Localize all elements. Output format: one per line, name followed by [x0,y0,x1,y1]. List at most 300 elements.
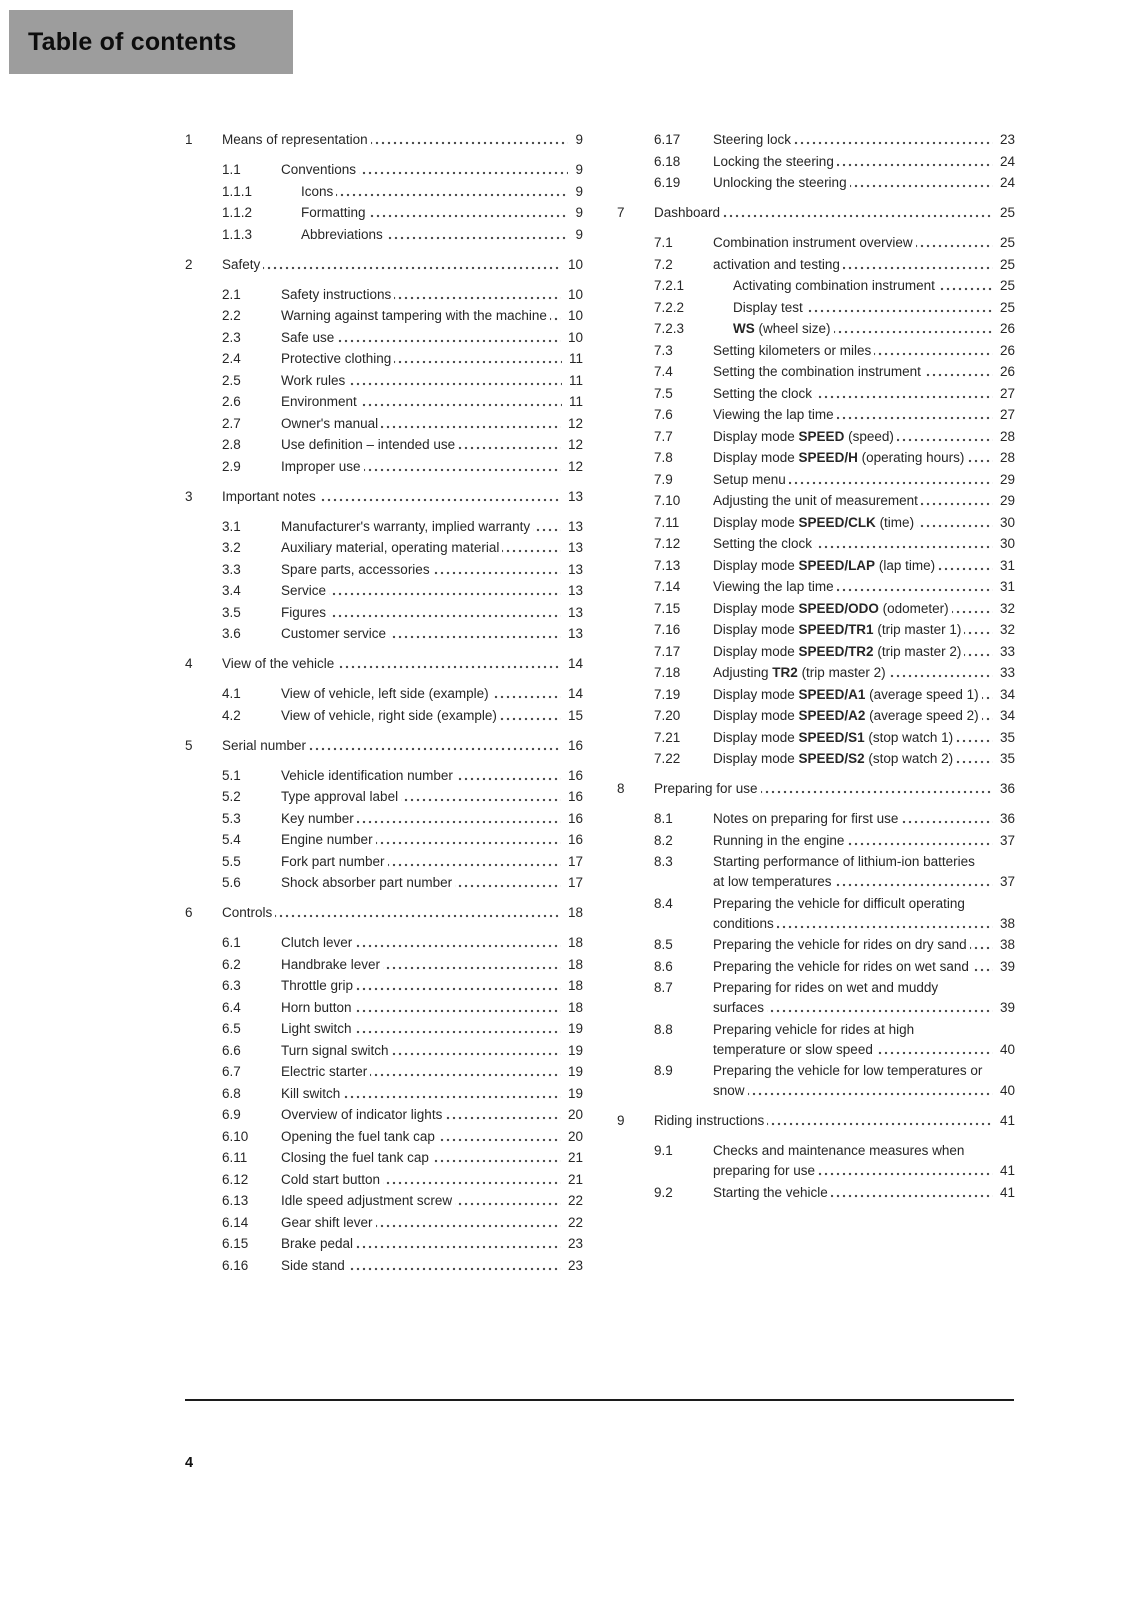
toc-entry-body [281,998,583,1018]
toc-entry-page: 25 [993,233,1015,253]
toc-entry-page: 11 [562,349,583,369]
toc-entry-page: 10 [561,255,583,275]
toc-entry[interactable] [185,581,583,601]
toc-entry[interactable] [185,1062,583,1082]
toc-entry-number: 7.2.2 [654,299,685,315]
toc-entry-number: 6.11 [222,1150,248,1165]
toc-entry-label: Preparing the vehicle for rides on dry sand [713,937,970,952]
toc-entry-page: 17 [561,852,583,872]
toc-entry-number: 7.21 [654,729,681,745]
toc-entry[interactable] [617,685,1015,705]
toc-entry-number: 5.6 [222,875,241,890]
toc-entry-page: 13 [561,517,583,537]
toc-entry[interactable] [185,736,583,756]
toc-entry[interactable] [185,998,583,1018]
toc-entry[interactable] [185,933,583,953]
toc-entry[interactable] [617,173,1015,193]
toc-entry-body [713,556,1015,576]
toc-entry-body [713,1061,1015,1101]
toc-entry-page: 15 [561,706,583,726]
toc-entry-body [281,1062,583,1082]
toc-entry-page: 35 [993,728,1015,748]
toc-entry-body [713,362,1015,382]
toc-entry-label: Controls [222,905,275,920]
toc-entry-number: 5.5 [222,853,241,869]
toc-entry-body [281,1234,583,1254]
toc-entry-page: 29 [993,470,1015,490]
toc-entry[interactable] [617,203,1015,223]
toc-entry-label: WS (wheel size) [733,321,834,336]
toc-entry-page: 27 [993,405,1015,425]
toc-entry-page: 25 [993,255,1015,275]
toc-entry-number: 7.12 [654,536,681,551]
toc-entry[interactable] [617,852,1015,892]
toc-entry[interactable] [185,852,583,872]
toc-entry-number: 5.1 [222,767,241,783]
toc-entry-label: Preparing vehicle for rides at high temperature or slow speed [713,1021,915,1057]
toc-entry-body [281,1148,583,1168]
toc-entry-label: Viewing the lap time [713,407,837,422]
toc-entry-body [713,957,1015,977]
toc-entry-label: Display mode SPEED/H (operating hours) [713,450,967,465]
toc-entry-body [713,470,1015,490]
toc-entry[interactable] [617,513,1015,533]
toc-entry-number: 8.8 [654,1021,673,1037]
toc-entry[interactable] [617,362,1015,382]
toc-entry-number: 2.7 [222,415,241,431]
toc-entry[interactable] [617,1020,1015,1060]
toc-entry[interactable] [185,684,583,704]
toc-entry[interactable] [617,233,1015,253]
toc-entry[interactable] [617,779,1015,799]
toc-entry-body [281,1105,583,1125]
toc-entry-body [281,1213,583,1233]
toc-entry-number: 7.1 [654,235,673,250]
toc-entry-page: 12 [561,435,583,455]
toc-entry-page: 19 [561,1084,583,1104]
toc-entry-body [713,1141,1015,1181]
toc-entry-page: 13 [561,538,583,558]
toc-entry-page: 20 [561,1105,583,1125]
toc-entry[interactable] [185,487,583,507]
toc-entry[interactable] [617,405,1015,425]
toc-entry-number: 8.1 [654,811,673,826]
toc-entry-page: 36 [993,809,1015,829]
toc-entry[interactable] [185,654,583,674]
toc-entry[interactable] [617,706,1015,726]
toc-entry-page: 34 [993,706,1015,726]
toc-entry-number: 2.4 [222,351,241,366]
toc-entry-body [733,298,1015,318]
toc-entry[interactable] [617,809,1015,829]
toc-entry-number: 9.2 [654,1184,673,1200]
toc-entry-page: 37 [993,872,1015,892]
toc-entry-number: 6.17 [654,132,681,147]
toc-entry-label: View of vehicle, left side (example) [281,686,492,701]
toc-entry-page: 10 [561,306,583,326]
toc-entry-body [281,603,583,623]
toc-entry-body [222,654,583,674]
toc-entry-body [713,599,1015,619]
toc-entry-number: 1.1.2 [222,205,253,220]
toc-entry-page: 22 [561,1191,583,1211]
toc-entry[interactable] [185,1127,583,1147]
toc-entry[interactable] [185,435,583,455]
toc-entry-body [281,787,583,807]
toc-entry-number: 6.8 [222,1085,241,1101]
toc-entry[interactable] [617,298,1015,318]
toc-entry-page: 20 [561,1127,583,1147]
toc-entry-label: activation and testing [713,257,843,272]
toc-entry-page: 16 [561,787,583,807]
toc-entry[interactable] [617,1141,1015,1181]
toc-entry-body [281,976,583,996]
toc-entry[interactable] [617,577,1015,597]
toc-entry-body [281,349,583,369]
toc-entry-number: 8.6 [654,958,673,974]
toc-entry[interactable] [617,599,1015,619]
toc-entry-number: 1 [185,132,193,147]
toc-entry-label: Checks and maintenance measures when preparing for use [713,1143,965,1178]
toc-entry[interactable] [185,306,583,326]
toc-entry[interactable] [185,517,583,537]
toc-entry[interactable] [617,276,1015,296]
toc-entry-page: 9 [568,160,583,180]
toc-entry-page: 26 [993,362,1015,382]
toc-entry-label: Preparing for rides on wet and muddy surfaces [713,980,939,1015]
toc-entry-label: Notes on preparing for first use [713,811,901,826]
toc-entry-number: 3 [185,488,193,504]
toc-entry-number: 8.4 [654,895,673,911]
toc-entry[interactable] [617,556,1015,576]
toc-entry[interactable] [617,1111,1015,1131]
toc-entry[interactable] [185,766,583,786]
toc-entry[interactable] [185,903,583,923]
toc-entry-label: Work rules [281,373,348,388]
toc-entry-body [713,534,1015,554]
toc-entry-number: 7.4 [654,364,673,379]
toc-entry-page: 9 [568,182,583,202]
toc-entry-page: 13 [561,603,583,623]
toc-entry-page: 41 [993,1111,1015,1131]
toc-entry[interactable] [185,1191,583,1211]
toc-entry-number: 6.18 [654,153,681,169]
toc-entry[interactable] [617,728,1015,748]
toc-entry-label: Warning against tampering with the machine [281,308,550,323]
toc-entry[interactable] [617,130,1015,150]
toc-entry[interactable] [185,1041,583,1061]
toc-entry[interactable] [185,1084,583,1104]
toc-entry-body [281,1127,583,1147]
toc-entry-label: Setting the clock [713,386,815,401]
toc-entry[interactable] [617,935,1015,955]
toc-entry-number: 7.11 [654,514,680,530]
toc-entry-number: 5 [185,737,193,753]
toc-entry-page: 10 [561,285,583,305]
toc-entry-number: 4.1 [222,686,241,701]
toc-entry-label: Riding instructions [654,1113,767,1128]
toc-entry[interactable] [617,749,1015,769]
toc-entry[interactable] [185,1234,583,1254]
toc-entry[interactable] [185,1105,583,1125]
toc-entry-body [713,384,1015,404]
toc-entry[interactable] [185,1213,583,1233]
toc-entry[interactable] [185,1170,583,1190]
toc-entry-label: Safe use [281,330,337,345]
toc-entry-number: 7.17 [654,643,681,659]
toc-entry-body [281,392,583,412]
toc-entry-page: 16 [561,736,583,756]
toc-entry-label: Opening the fuel tank cap [281,1129,438,1144]
toc-entry-body [281,809,583,829]
toc-entry-label: Display mode SPEED/S2 (stop watch 2) [713,751,956,766]
toc-entry-label: Setup menu [713,472,789,487]
toc-entry[interactable] [185,1148,583,1168]
toc-entry-number: 5.2 [222,789,241,804]
toc-entry[interactable] [185,873,583,893]
toc-entry-number: 4.2 [222,707,241,723]
footer-page-number: 4 [185,1455,194,1471]
toc-entry[interactable] [185,182,583,202]
toc-entry[interactable] [185,830,583,850]
toc-entry[interactable] [617,448,1015,468]
toc-entry[interactable] [185,371,583,391]
toc-entry-body [713,706,1015,726]
toc-entry[interactable] [617,957,1015,977]
toc-entry[interactable] [617,642,1015,662]
toc-entry-body [281,328,583,348]
toc-entry[interactable] [185,203,583,223]
toc-entry-number: 8 [617,781,625,796]
toc-entry[interactable] [617,319,1015,339]
toc-entry-label: Clutch lever [281,935,355,950]
toc-entry-label: Safety instructions [281,287,394,302]
toc-entry-page: 19 [561,1062,583,1082]
toc-entry-page: 35 [993,749,1015,769]
toc-entry[interactable] [185,414,583,434]
toc-entry-body [713,831,1015,851]
toc-entry[interactable] [185,624,583,644]
toc-entry-number: 3.1 [222,518,241,534]
toc-entry[interactable] [185,976,583,996]
toc-entry[interactable] [617,978,1015,1018]
toc-entry-number: 5.3 [222,810,241,826]
toc-entry-label: Locking the steering [713,154,837,169]
toc-entry[interactable] [617,152,1015,172]
toc-entry-label: Adjusting TR2 (trip master 2) [713,665,889,680]
toc-entry-body [281,581,583,601]
toc-entry-label: Display mode SPEED (speed) [713,429,897,444]
table-of-contents [185,130,1015,1277]
toc-entry-page: 13 [561,581,583,601]
page-title: Table of contents [28,27,237,56]
toc-entry-body [281,1084,583,1104]
toc-entry[interactable] [617,491,1015,511]
toc-entry-page: 36 [993,779,1015,799]
toc-entry-label: Setting the combination instrument [713,364,924,379]
footer-divider [185,1399,1014,1401]
toc-entry-page: 24 [993,152,1015,172]
toc-entry-body [281,1041,583,1061]
toc-entry-number: 2.5 [222,372,241,388]
toc-entry[interactable] [617,894,1015,934]
toc-entry[interactable] [185,392,583,412]
toc-entry-label: Service [281,583,329,598]
toc-entry-page: 38 [993,935,1015,955]
toc-entry-label: Preparing the vehicle for difficult operating conditions [713,895,965,931]
toc-entry[interactable] [617,341,1015,361]
toc-entry-number: 7.18 [654,665,681,680]
toc-entry-body [713,1020,1015,1060]
toc-entry[interactable] [185,603,583,623]
toc-entry[interactable] [185,160,583,180]
toc-entry-number: 7.13 [654,557,681,573]
toc-entry-body [281,1019,583,1039]
toc-entry-page: 22 [561,1213,583,1233]
toc-entry-label: Preparing the vehicle for low temperatures or snow [713,1063,983,1098]
toc-entry[interactable] [185,1256,583,1276]
toc-entry-label: Display mode SPEED/CLK (time) [713,515,917,530]
toc-entry-number: 1.1.1 [222,183,253,199]
toc-entry-body [281,517,583,537]
toc-entry-body [301,225,583,245]
toc-entry-label: Cold start button [281,1172,383,1187]
toc-entry-number: 7.7 [654,428,673,444]
toc-entry-page: 18 [561,998,583,1018]
toc-entry-page: 16 [561,809,583,829]
toc-entry-label: Dashboard [654,205,723,220]
toc-entry-page: 21 [561,1170,583,1190]
toc-entry-body [713,685,1015,705]
toc-entry-page: 25 [993,203,1015,223]
toc-entry-number: 7.9 [654,471,673,487]
toc-entry-number: 7.2.1 [654,278,685,293]
toc-entry-number: 2.1 [222,286,241,302]
toc-entry-number: 6.2 [222,956,241,972]
toc-entry-label: Manufacturer's warranty, implied warranty [281,519,533,534]
toc-entry-body [281,285,583,305]
toc-entry-label: Abbreviations [301,227,386,242]
toc-entry-page: 18 [561,903,583,923]
toc-entry-page: 18 [561,976,583,996]
toc-entry-number: 2.2 [222,308,241,323]
toc-entry[interactable] [185,328,583,348]
toc-entry-number: 6.7 [222,1064,241,1079]
toc-entry-body [281,766,583,786]
toc-entry-body [713,513,1015,533]
toc-entry[interactable] [185,706,583,726]
toc-entry-page: 16 [561,766,583,786]
toc-entry[interactable] [185,1019,583,1039]
toc-entry-page: 29 [993,491,1015,511]
toc-entry-number: 6.9 [222,1107,241,1122]
toc-entry-body [281,1191,583,1211]
toc-entry-number: 7.19 [654,686,681,702]
toc-entry-body [713,935,1015,955]
toc-entry-page: 41 [993,1183,1015,1203]
toc-entry-number: 7.2.3 [654,321,685,336]
toc-entry-label: Customer service [281,626,389,641]
toc-entry-label: Light switch [281,1021,355,1036]
toc-entry[interactable] [617,470,1015,490]
toc-entry[interactable] [617,1061,1015,1101]
toc-entry-page: 41 [993,1161,1015,1181]
toc-entry-label: Side stand [281,1258,348,1273]
toc-entry-label: Throttle grip [281,978,356,993]
toc-entry-body [281,933,583,953]
toc-entry-label: Icons [301,184,336,199]
toc-entry[interactable] [185,457,583,477]
toc-entry[interactable] [185,130,583,150]
toc-entry[interactable] [185,225,583,245]
toc-entry-page: 23 [561,1234,583,1254]
toc-entry-number: 7.15 [654,600,681,616]
toc-entry-number: 2.8 [222,437,241,452]
toc-entry-page: 12 [561,457,583,477]
toc-entry-number: 8.7 [654,980,673,995]
toc-entry[interactable] [617,427,1015,447]
toc-entry-body [222,736,583,756]
toc-entry-body [281,1256,583,1276]
toc-entry-body [713,448,1015,468]
toc-entry-label: Display test [733,300,806,315]
toc-entry-number: 7.6 [654,407,673,422]
toc-entry-page: 11 [562,392,583,412]
toc-entry-label: Turn signal switch [281,1043,392,1058]
toc-entry-page: 40 [993,1040,1015,1060]
toc-entry[interactable] [185,255,583,275]
toc-entry-number: 2.3 [222,329,241,345]
toc-entry[interactable] [185,285,583,305]
toc-entry-label: Preparing for use [654,781,761,796]
toc-entry-label: Running in the engine [713,833,847,848]
toc-entry-page: 14 [561,654,583,674]
toc-entry-label: Display mode SPEED/ODO (odometer) [713,601,952,616]
toc-entry[interactable] [617,255,1015,275]
toc-entry[interactable] [185,538,583,558]
toc-entry[interactable] [185,955,583,975]
toc-entry-page: 13 [561,560,583,580]
toc-entry-page: 13 [561,624,583,644]
toc-entry-label: Protective clothing [281,351,394,366]
toc-entry-body [713,577,1015,597]
toc-entry[interactable] [617,534,1015,554]
toc-entry[interactable] [617,663,1015,683]
toc-entry-body [713,978,1015,1018]
toc-entry-number: 3.5 [222,604,241,620]
toc-entry[interactable] [185,787,583,807]
toc-entry-page: 40 [993,1081,1015,1101]
toc-entry-label: Key number [281,811,357,826]
toc-entry[interactable] [617,831,1015,851]
toc-entry[interactable] [185,349,583,369]
toc-entry[interactable] [617,1183,1015,1203]
toc-entry-number: 7.22 [654,751,681,766]
toc-entry[interactable] [617,384,1015,404]
toc-entry-body [222,903,583,923]
toc-entry-number: 7.2 [654,256,673,272]
toc-entry[interactable] [185,560,583,580]
toc-entry-page: 16 [561,830,583,850]
toc-entry[interactable] [617,620,1015,640]
toc-entry-body [301,182,583,202]
toc-entry[interactable] [185,809,583,829]
toc-entry-page: 19 [561,1041,583,1061]
toc-entry-number: 9.1 [654,1143,673,1158]
toc-entry-label: Activating combination instrument [733,278,938,293]
toc-entry-body [654,203,1015,223]
toc-entry-body [713,852,1015,892]
